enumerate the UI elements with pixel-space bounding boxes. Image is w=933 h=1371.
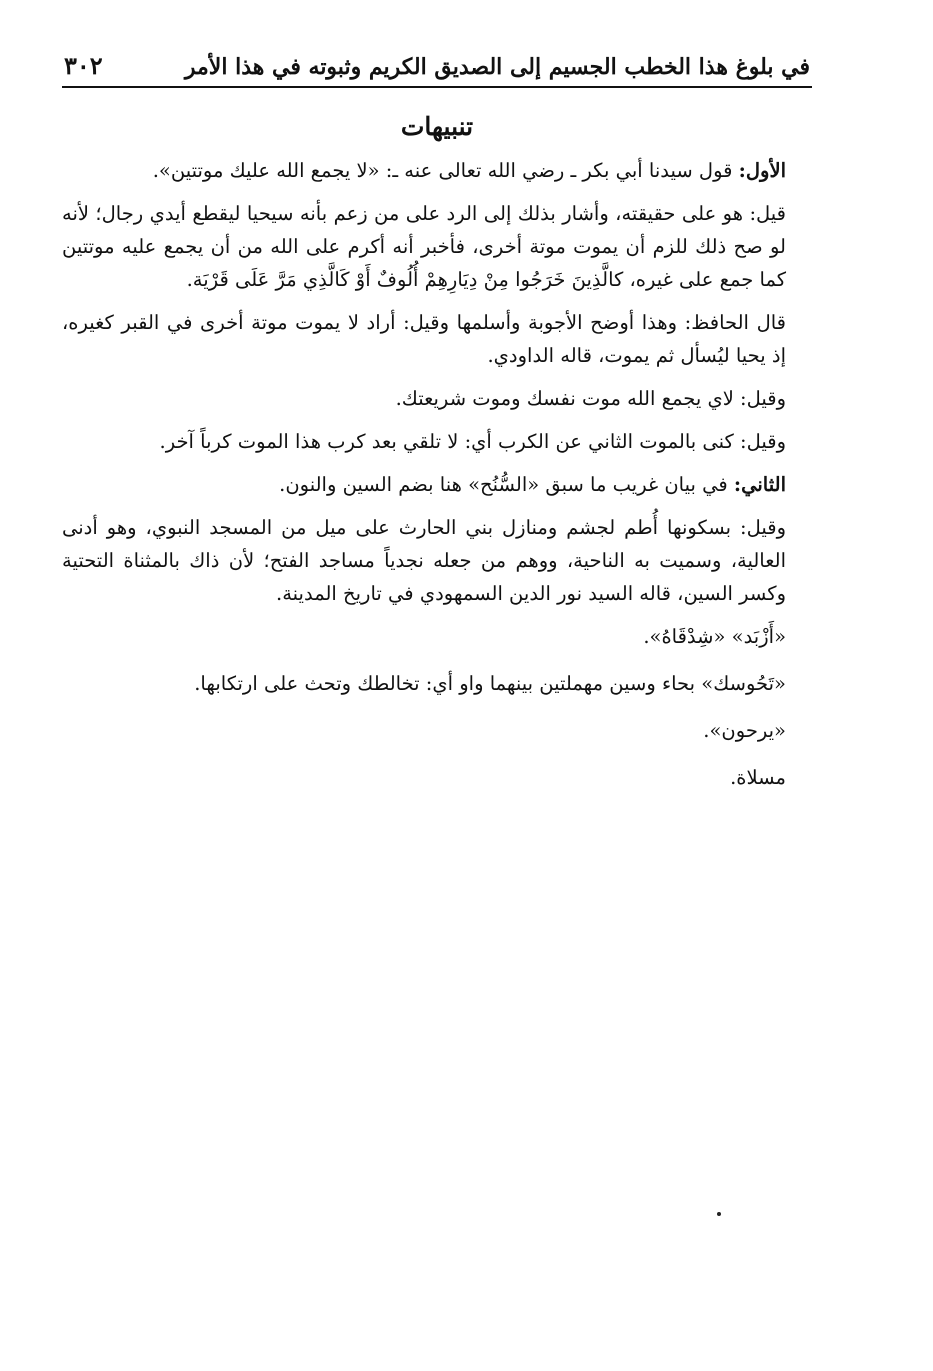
paragraph-second-note xyxy=(62,468,812,501)
paragraph-text: وقيل: كنى بالموت الثاني عن الكرب أي: لا تلقي بعد كرب هذا الموت كرباً آخر. xyxy=(159,430,786,453)
paragraph-text: وقيل: لاي يجمع الله موت نفسك وموت شريعتك. xyxy=(395,387,786,410)
note-lead-first: الأول: xyxy=(738,159,786,182)
paragraph-text: قال الحافظ: وهذا أوضح الأجوبة وأسلمها وقيل: أراد لا يموت موتة أخرى في القبر كغيره، إذ يحيا ليُسأل ثم يموت، قاله الداودي. xyxy=(62,311,786,367)
running-header xyxy=(62,44,812,88)
document-page xyxy=(62,44,812,808)
body-text xyxy=(62,154,812,794)
section-title: تنبيهات xyxy=(400,112,474,141)
paragraph-sharia xyxy=(62,382,812,415)
running-title: في بلوغ هذا الخطب الجسيم إلى الصديق الكريم وثبوته في هذا الأمر xyxy=(184,54,810,80)
paragraph-hafiz xyxy=(62,306,812,372)
page-number: ٣٠٢ xyxy=(64,51,103,80)
paragraph-text: قول سيدنا أبي بكر ـ رضي الله تعالى عنه ـ: «لا يجمع الله عليك موتتين». xyxy=(152,159,739,182)
paragraph-first-note xyxy=(62,154,812,187)
paragraph-text: قيل: هو على حقيقته، وأشار بذلك إلى الرد على من زعم بأنه سيحيا ليقطع أيدي رجال؛ لأنه لو صح ذلك للزم أن يموت موتة أخرى، فأخبر أنه أكرم على الله من أن يجمع عليه موتتين كما جمع على غيره، كالَّذِينَ خَرَجُوا مِنْ دِيَارِهِمْ أُلُوفٌ أَوْ كَالَّذِي مَرَّ عَلَى قَرْيَة. xyxy=(62,202,786,291)
paragraph-text: في بيان غريب ما سبق «السُّنُح» هنا بضم السين والنون. xyxy=(279,473,734,496)
vocabulary-entry: «أَزْبَد» «شِدْقَاهُ». xyxy=(643,625,786,648)
vocabulary-entry: «يرحون». xyxy=(703,719,786,742)
paragraph-karb xyxy=(62,425,812,458)
paragraph-reply-reality xyxy=(62,197,812,296)
vocabulary-entry: مسلاة. xyxy=(730,766,786,789)
paragraph-sunh xyxy=(62,511,812,610)
note-lead-second: الثاني: xyxy=(733,473,786,496)
vocabulary-entry: «تَحُوسك» بحاء وسين مهملتين بينهما واو أي: تخالطك وتحث على ارتكابها. xyxy=(194,672,786,695)
paragraph-text: وقيل: بسكونها أُطم لجشم ومنازل بني الحارث على ميل من المسجد النبوي، وهو أدنى العالية، وسميت به الناحية، ووهم من جعله نجدياً مساجد الفتح؛ لأن ذاك بالمثناة التحتية وكسر السين، قاله السيد نور الدين السمهودي في تاريخ المدينة. xyxy=(62,516,786,605)
scan-speck xyxy=(717,1212,721,1216)
